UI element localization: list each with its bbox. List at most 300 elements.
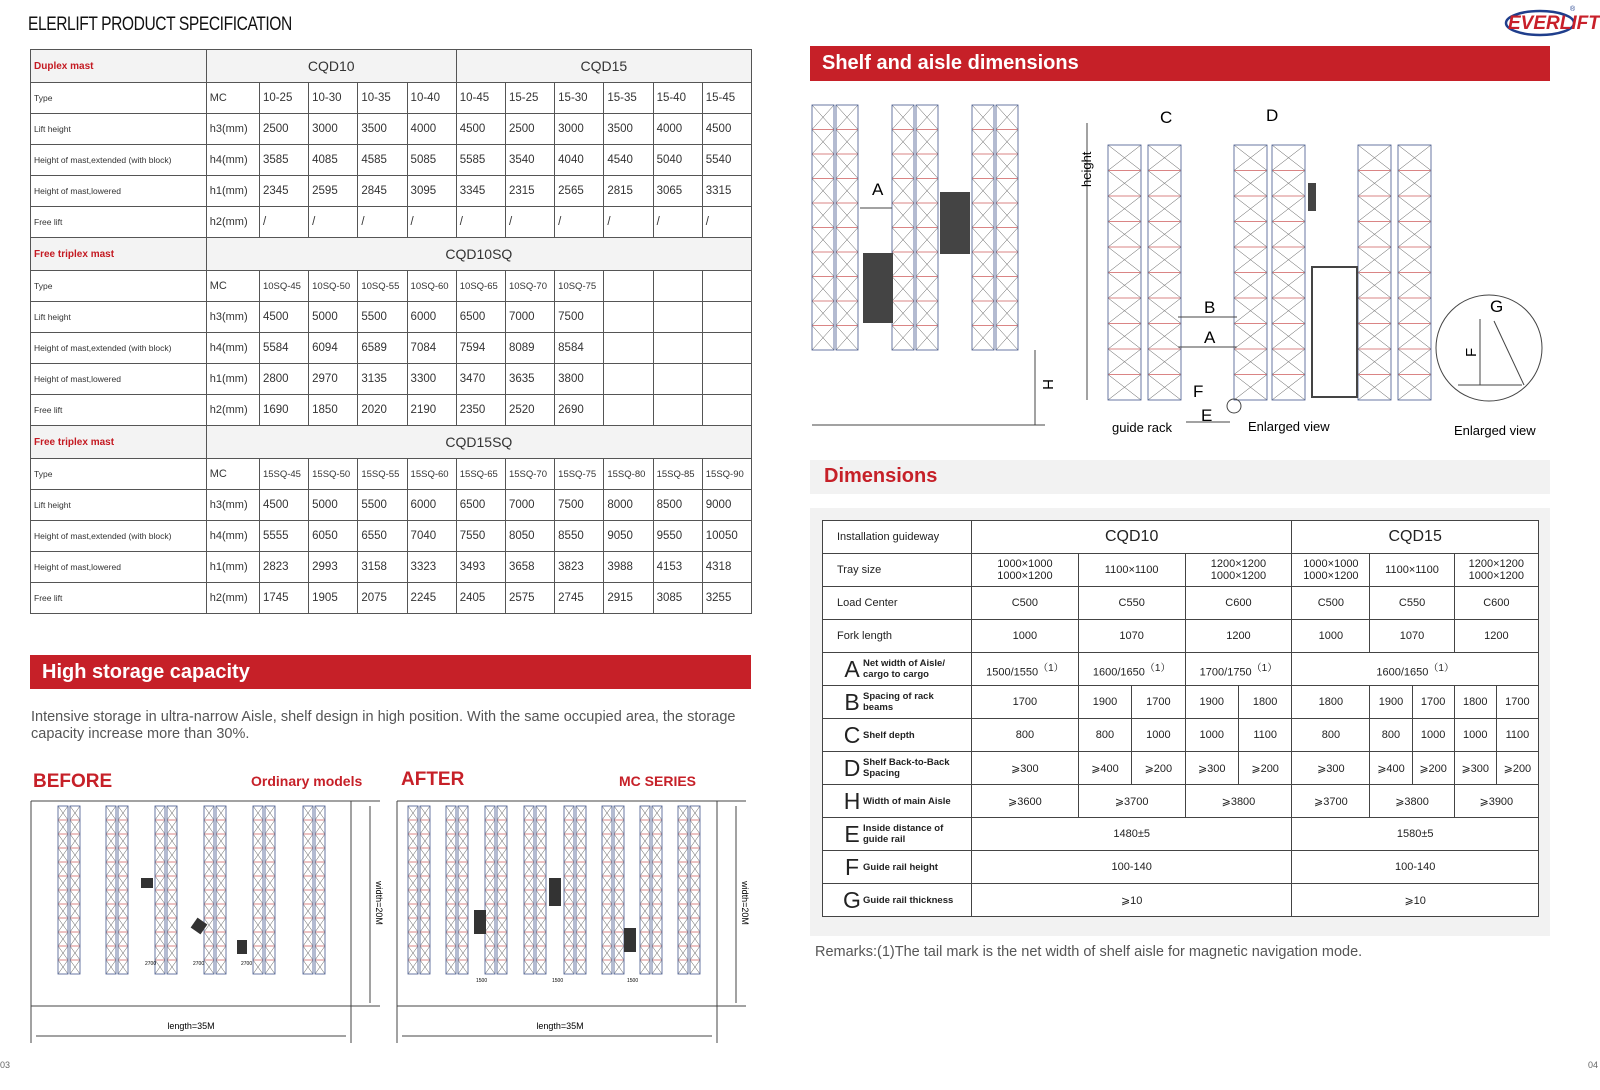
spec-value xyxy=(702,395,751,426)
row-label: Height of mast,extended (with block) xyxy=(31,145,207,176)
spec-value: 6589 xyxy=(358,333,407,364)
rowC-value: 800 xyxy=(972,719,1079,752)
rowB-value: 1700 xyxy=(972,686,1079,719)
spec-value: 7500 xyxy=(555,490,604,521)
spec-value: 6094 xyxy=(309,333,358,364)
row-unit: h1(mm) xyxy=(206,364,259,395)
forklift-icon xyxy=(141,878,153,888)
spec-value: 10-30 xyxy=(309,83,358,114)
rowB-value: 1900 xyxy=(1185,686,1238,719)
row-unit: h2(mm) xyxy=(206,583,259,614)
rowB-value: 1900 xyxy=(1078,686,1131,719)
spec-value xyxy=(653,395,702,426)
model-header: CQD15 xyxy=(1292,521,1539,554)
aisle-width-value xyxy=(972,653,1079,686)
spec-value: 15SQ-45 xyxy=(259,459,308,490)
dimensions-table xyxy=(822,520,1539,917)
rowD-value: ⩾300 xyxy=(1454,752,1496,785)
spec-value: 5584 xyxy=(259,333,308,364)
logo-text: EVERLIFT xyxy=(1508,13,1600,34)
tray-size xyxy=(1454,554,1538,587)
spec-value: 3493 xyxy=(456,552,505,583)
spec-value: / xyxy=(555,207,604,238)
spec-value xyxy=(653,364,702,395)
rowC-value: 1000 xyxy=(1454,719,1496,752)
rowB-value: 1800 xyxy=(1292,686,1370,719)
row-letter: G xyxy=(843,886,861,913)
row-label: Spacing of rack beams xyxy=(863,691,934,713)
row-label: Free lift xyxy=(31,583,207,614)
spec-value: 15SQ-60 xyxy=(407,459,456,490)
spec-value: 5000 xyxy=(309,490,358,521)
spec-value: 3085 xyxy=(653,583,702,614)
label-B: B xyxy=(1204,298,1216,317)
spec-value xyxy=(604,395,653,426)
page-number-right: 04 xyxy=(1588,1060,1599,1070)
row-unit: h2(mm) xyxy=(206,395,259,426)
spec-value: 2245 xyxy=(407,583,456,614)
spec-value: 9050 xyxy=(604,521,653,552)
rowD-value: ⩾200 xyxy=(1496,752,1538,785)
spec-value xyxy=(653,302,702,333)
label-H: H xyxy=(1039,379,1056,390)
label-C: C xyxy=(1160,108,1173,127)
dimensions-remark: Remarks:(1)The tail mark is the net width of shelf aisle for magnetic navigation mode. xyxy=(815,944,1363,960)
row-label: Shelf depth xyxy=(863,729,915,741)
tray-label: Tray size xyxy=(823,554,972,587)
rowC-value: 800 xyxy=(1078,719,1131,752)
tray-size xyxy=(1370,554,1454,587)
row-label: Guide rail height xyxy=(863,861,938,873)
spec-value xyxy=(604,271,653,302)
footnote-mark: （1） xyxy=(1144,663,1171,675)
label-enlarged-2: Enlarged view xyxy=(1454,423,1536,438)
row-label: Type xyxy=(31,271,207,302)
section-title: Free triplex mast xyxy=(31,238,207,271)
load-value: C550 xyxy=(1078,587,1185,620)
before-subheading: Ordinary models xyxy=(251,773,363,789)
rowB-value: 1900 xyxy=(1370,686,1412,719)
row-label: Lift height xyxy=(31,302,207,333)
spec-value: 6050 xyxy=(309,521,358,552)
spec-value: 7000 xyxy=(505,302,554,333)
spec-value: 3315 xyxy=(702,176,751,207)
rowD-value: ⩾400 xyxy=(1078,752,1131,785)
before-layout-diagram xyxy=(28,798,388,1048)
row-unit: h1(mm) xyxy=(206,552,259,583)
spec-value xyxy=(702,333,751,364)
row-unit: h4(mm) xyxy=(206,333,259,364)
spec-value: 3095 xyxy=(407,176,456,207)
aisle-width-text: 1500/1550 xyxy=(986,666,1039,679)
row-label: Height of mast,extended (with block) xyxy=(31,333,207,364)
row-label: Height of mast,lowered xyxy=(31,364,207,395)
aisle-width-text: 1600/1650 xyxy=(1376,666,1429,679)
row-label: Lift height xyxy=(31,114,207,145)
spec-value xyxy=(702,302,751,333)
spec-value: / xyxy=(407,207,456,238)
spec-value: 10SQ-50 xyxy=(309,271,358,302)
before-length-label: length=35M xyxy=(167,1021,215,1031)
spec-value: 2595 xyxy=(309,176,358,207)
label-G: G xyxy=(1490,297,1504,316)
spec-value: 9000 xyxy=(702,490,751,521)
spec-value: 3158 xyxy=(358,552,407,583)
model-header: CQD15SQ xyxy=(206,426,751,459)
fork-value: 1070 xyxy=(1078,620,1185,653)
spec-value: 2190 xyxy=(407,395,456,426)
rowF-label xyxy=(823,851,972,884)
rowF-value: 100-140 xyxy=(1292,851,1539,884)
capacity-text: Intensive storage in ultra-narrow Aisle, shelf design in high position. With the same occupied area, the storage capacity increase more than 30%. xyxy=(31,709,736,742)
footnote-mark: （1） xyxy=(1038,663,1064,675)
spec-value: 15SQ-90 xyxy=(702,459,751,490)
row-label: Net width of Aisle/ cargo to cargo xyxy=(863,658,945,680)
spec-value xyxy=(702,364,751,395)
row-letter: C xyxy=(843,721,861,748)
spec-value: 7550 xyxy=(456,521,505,552)
spec-value: / xyxy=(505,207,554,238)
spec-value: 15SQ-75 xyxy=(555,459,604,490)
spec-value: 4500 xyxy=(702,114,751,145)
rowG-label xyxy=(823,884,972,917)
rowH-value: ⩾3800 xyxy=(1185,785,1292,818)
fork-value: 1070 xyxy=(1370,620,1454,653)
spec-value: 3135 xyxy=(358,364,407,395)
row-label: Height of mast,extended (with block) xyxy=(31,521,207,552)
rowC-value: 1000 xyxy=(1132,719,1185,752)
spec-value: 7500 xyxy=(555,302,604,333)
row-letter: A xyxy=(844,655,860,682)
forklift-icon xyxy=(474,910,486,934)
row-label: Guide rail thickness xyxy=(863,894,954,906)
shelf-band: Shelf and aisle dimensions xyxy=(810,46,1550,81)
spec-value: 3988 xyxy=(604,552,653,583)
row-label: Height of mast,lowered xyxy=(31,552,207,583)
spec-value: 5000 xyxy=(309,302,358,333)
row-letter: F xyxy=(844,853,860,880)
rowH-value: ⩾3700 xyxy=(1292,785,1370,818)
spec-value: 3635 xyxy=(505,364,554,395)
spec-value: 3300 xyxy=(407,364,456,395)
spec-value: 6000 xyxy=(407,490,456,521)
spec-value: 10-40 xyxy=(407,83,456,114)
spec-value: 4000 xyxy=(407,114,456,145)
rowC-label xyxy=(823,719,972,752)
model-header: CQD15 xyxy=(456,50,751,83)
spec-value: 1850 xyxy=(309,395,358,426)
fork-label: Fork length xyxy=(823,620,972,653)
dimensions-panel xyxy=(810,508,1550,936)
spec-value: 2075 xyxy=(358,583,407,614)
rowH-label xyxy=(823,785,972,818)
row-unit: MC xyxy=(206,83,259,114)
rowE-value: 1480±5 xyxy=(972,818,1292,851)
spec-value: 6550 xyxy=(358,521,407,552)
after-heading: AFTER xyxy=(401,769,465,790)
rowD-value: ⩾400 xyxy=(1370,752,1412,785)
tray-size-line: 1000×1200 xyxy=(1468,570,1525,582)
spec-value: 2500 xyxy=(505,114,554,145)
spec-value: 5540 xyxy=(702,145,751,176)
spec-value: 2815 xyxy=(604,176,653,207)
spec-table xyxy=(30,49,752,614)
reach-truck-icon xyxy=(1312,267,1357,397)
after-length-label: length=35M xyxy=(536,1021,584,1031)
spec-value: 1905 xyxy=(309,583,358,614)
page-number-left: 03 xyxy=(0,1060,11,1070)
spec-value: 15-40 xyxy=(653,83,702,114)
spec-value: 8089 xyxy=(505,333,554,364)
spec-value: 4085 xyxy=(309,145,358,176)
rowB-value: 1800 xyxy=(1238,686,1291,719)
rowF-value: 100-140 xyxy=(972,851,1292,884)
spec-value: 4500 xyxy=(259,490,308,521)
spec-value: 8050 xyxy=(505,521,554,552)
tray-size xyxy=(1078,554,1185,587)
row-letter: E xyxy=(844,820,860,847)
spec-value: 7084 xyxy=(407,333,456,364)
load-value: C600 xyxy=(1185,587,1292,620)
spec-value: 2405 xyxy=(456,583,505,614)
tray-size xyxy=(1185,554,1292,587)
rowB-value: 1700 xyxy=(1496,686,1538,719)
spec-value: 3255 xyxy=(702,583,751,614)
rowG-value: ⩾10 xyxy=(972,884,1292,917)
before-width-label: width=20M xyxy=(374,881,384,925)
spec-value xyxy=(653,271,702,302)
spec-value: / xyxy=(456,207,505,238)
spec-value: 10-25 xyxy=(259,83,308,114)
rowC-value: 800 xyxy=(1370,719,1412,752)
spec-value: 2970 xyxy=(309,364,358,395)
after-layout-diagram xyxy=(394,798,754,1048)
rowD-value: ⩾200 xyxy=(1238,752,1291,785)
spec-value: 3470 xyxy=(456,364,505,395)
spec-value: 5500 xyxy=(358,490,407,521)
footnote-mark: （1） xyxy=(1251,663,1278,675)
label-guide-rack: guide rack xyxy=(1112,420,1172,435)
spec-value: 5085 xyxy=(407,145,456,176)
forklift-icon xyxy=(624,928,636,952)
forklift-icon xyxy=(1308,183,1316,211)
spec-value: / xyxy=(309,207,358,238)
spec-value: 8000 xyxy=(604,490,653,521)
spec-value: 6500 xyxy=(456,302,505,333)
capacity-band: High storage capacity xyxy=(30,655,751,689)
spec-value: 6500 xyxy=(456,490,505,521)
spec-value: 3323 xyxy=(407,552,456,583)
spec-value: 2020 xyxy=(358,395,407,426)
spec-value: 4585 xyxy=(358,145,407,176)
rowE-label xyxy=(823,818,972,851)
spec-value: 2745 xyxy=(555,583,604,614)
spec-value: 10SQ-55 xyxy=(358,271,407,302)
row-label: Lift height xyxy=(31,490,207,521)
spec-value: 15SQ-80 xyxy=(604,459,653,490)
spec-value: 2345 xyxy=(259,176,308,207)
row-label: Height of mast,lowered xyxy=(31,176,207,207)
before-gap-3: 2700 xyxy=(241,961,253,967)
rowG-value: ⩾10 xyxy=(1292,884,1539,917)
rowH-value: ⩾3900 xyxy=(1454,785,1538,818)
forklift-icon xyxy=(549,878,561,906)
spec-value xyxy=(604,333,653,364)
label-enlarged-1: Enlarged view xyxy=(1248,419,1330,434)
spec-value: 10050 xyxy=(702,521,751,552)
before-gap-2: 2700 xyxy=(193,961,205,967)
spec-value: 2845 xyxy=(358,176,407,207)
fork-value: 1000 xyxy=(972,620,1079,653)
installation-label: Installation guideway xyxy=(823,521,972,554)
tray-size-line: 1100×1100 xyxy=(1385,564,1439,576)
rowB-value: 1800 xyxy=(1454,686,1496,719)
dimensions-header xyxy=(810,460,1550,494)
spec-value xyxy=(653,333,702,364)
row-label: Inside distance of guide rail xyxy=(863,823,944,845)
document-title: ELERLIFT PRODUCT SPECIFICATION xyxy=(28,14,292,35)
rowH-value: ⩾3700 xyxy=(1078,785,1185,818)
shelf-aisle-diagram xyxy=(810,95,1550,445)
spec-value: 3658 xyxy=(505,552,554,583)
spec-value: 4500 xyxy=(259,302,308,333)
spec-value: 10SQ-75 xyxy=(555,271,604,302)
fork-value: 1200 xyxy=(1454,620,1538,653)
spec-value: 7000 xyxy=(505,490,554,521)
row-unit: h3(mm) xyxy=(206,490,259,521)
spec-value: / xyxy=(259,207,308,238)
spec-value: 10-35 xyxy=(358,83,407,114)
row-unit: MC xyxy=(206,459,259,490)
row-unit: h3(mm) xyxy=(206,114,259,145)
row-A-label xyxy=(823,653,972,686)
spec-value: 5585 xyxy=(456,145,505,176)
before-heading: BEFORE xyxy=(33,771,113,792)
rowH-value: ⩾3800 xyxy=(1370,785,1454,818)
spec-value: 3345 xyxy=(456,176,505,207)
spec-value: 2575 xyxy=(505,583,554,614)
row-letter: B xyxy=(844,688,860,715)
spec-value: 15SQ-70 xyxy=(505,459,554,490)
row-unit: h4(mm) xyxy=(206,521,259,552)
section-title: Free triplex mast xyxy=(31,426,207,459)
spec-value: 8550 xyxy=(555,521,604,552)
tray-size-line: 1000×1200 xyxy=(1210,570,1267,582)
spec-value: 3823 xyxy=(555,552,604,583)
spec-value: 9550 xyxy=(653,521,702,552)
spec-value: 2520 xyxy=(505,395,554,426)
spec-value: 10-45 xyxy=(456,83,505,114)
rowB-value: 1700 xyxy=(1412,686,1454,719)
aisle-width-value xyxy=(1292,653,1539,686)
row-label: Free lift xyxy=(31,395,207,426)
rowH-value: ⩾3600 xyxy=(972,785,1079,818)
row-unit: MC xyxy=(206,271,259,302)
rowC-value: 1100 xyxy=(1238,719,1291,752)
before-gap-1: 2700 xyxy=(145,961,157,967)
spec-value: 7594 xyxy=(456,333,505,364)
rowB-label xyxy=(823,686,972,719)
rowD-label xyxy=(823,752,972,785)
aisle-width-value xyxy=(1078,653,1185,686)
rowD-value: ⩾200 xyxy=(1132,752,1185,785)
tray-size-line: 1000×1200 xyxy=(997,570,1053,582)
spec-value: 1745 xyxy=(259,583,308,614)
spec-value: 2690 xyxy=(555,395,604,426)
spec-value: 5040 xyxy=(653,145,702,176)
spec-value: 10SQ-60 xyxy=(407,271,456,302)
label-height: height xyxy=(1079,151,1094,187)
row-unit: h1(mm) xyxy=(206,176,259,207)
spec-value: 10SQ-65 xyxy=(456,271,505,302)
forklift-icon xyxy=(940,192,970,254)
spec-value: 10SQ-45 xyxy=(259,271,308,302)
spec-value: 15SQ-55 xyxy=(358,459,407,490)
after-subheading: MC SERIES xyxy=(619,773,697,789)
spec-value: / xyxy=(358,207,407,238)
forklift-icon xyxy=(237,940,247,954)
spec-value xyxy=(604,364,653,395)
row-label: Shelf Back-to-Back Spacing xyxy=(863,757,950,779)
spec-value: 15-30 xyxy=(555,83,604,114)
spec-value: 3065 xyxy=(653,176,702,207)
tray-size xyxy=(972,554,1079,587)
spec-value: 2993 xyxy=(309,552,358,583)
tray-size-line: 1200×1200 xyxy=(1210,558,1267,570)
load-value: C600 xyxy=(1454,587,1538,620)
row-unit: h4(mm) xyxy=(206,145,259,176)
spec-value: 8500 xyxy=(653,490,702,521)
spec-value: 2500 xyxy=(259,114,308,145)
spec-value: 2915 xyxy=(604,583,653,614)
fork-value: 1000 xyxy=(1292,620,1370,653)
spec-value: 2315 xyxy=(505,176,554,207)
rowC-value: 1000 xyxy=(1412,719,1454,752)
label-F: F xyxy=(1193,382,1204,401)
load-value: C500 xyxy=(972,587,1079,620)
spec-value: 2565 xyxy=(555,176,604,207)
rowD-value: ⩾300 xyxy=(1292,752,1370,785)
forklift-icon xyxy=(863,253,893,323)
rowC-value: 1000 xyxy=(1185,719,1238,752)
row-label: Type xyxy=(31,459,207,490)
label-E: E xyxy=(1201,406,1213,425)
label-A-left: A xyxy=(872,180,884,199)
spec-value: 4000 xyxy=(653,114,702,145)
spec-value: / xyxy=(702,207,751,238)
aisle-width-text: 1600/1650 xyxy=(1092,666,1145,679)
load-label: Load Center xyxy=(823,587,972,620)
after-gap-1: 1500 xyxy=(476,978,488,984)
spec-value: / xyxy=(653,207,702,238)
rowD-value: ⩾300 xyxy=(1185,752,1238,785)
spec-value: 1690 xyxy=(259,395,308,426)
everlift-logo xyxy=(1504,4,1600,38)
after-width-label: width=20M xyxy=(740,881,750,925)
spec-value: 4153 xyxy=(653,552,702,583)
spec-value: / xyxy=(604,207,653,238)
spec-value: 15-45 xyxy=(702,83,751,114)
spec-value: 3540 xyxy=(505,145,554,176)
spec-value: 15SQ-50 xyxy=(309,459,358,490)
spec-value: 3500 xyxy=(604,114,653,145)
load-value: C550 xyxy=(1370,587,1454,620)
tray-size-line: 1100×1100 xyxy=(1104,564,1159,576)
spec-value: 5500 xyxy=(358,302,407,333)
spec-value: 2350 xyxy=(456,395,505,426)
row-letter: H xyxy=(843,787,861,814)
model-header: CQD10 xyxy=(972,521,1292,554)
